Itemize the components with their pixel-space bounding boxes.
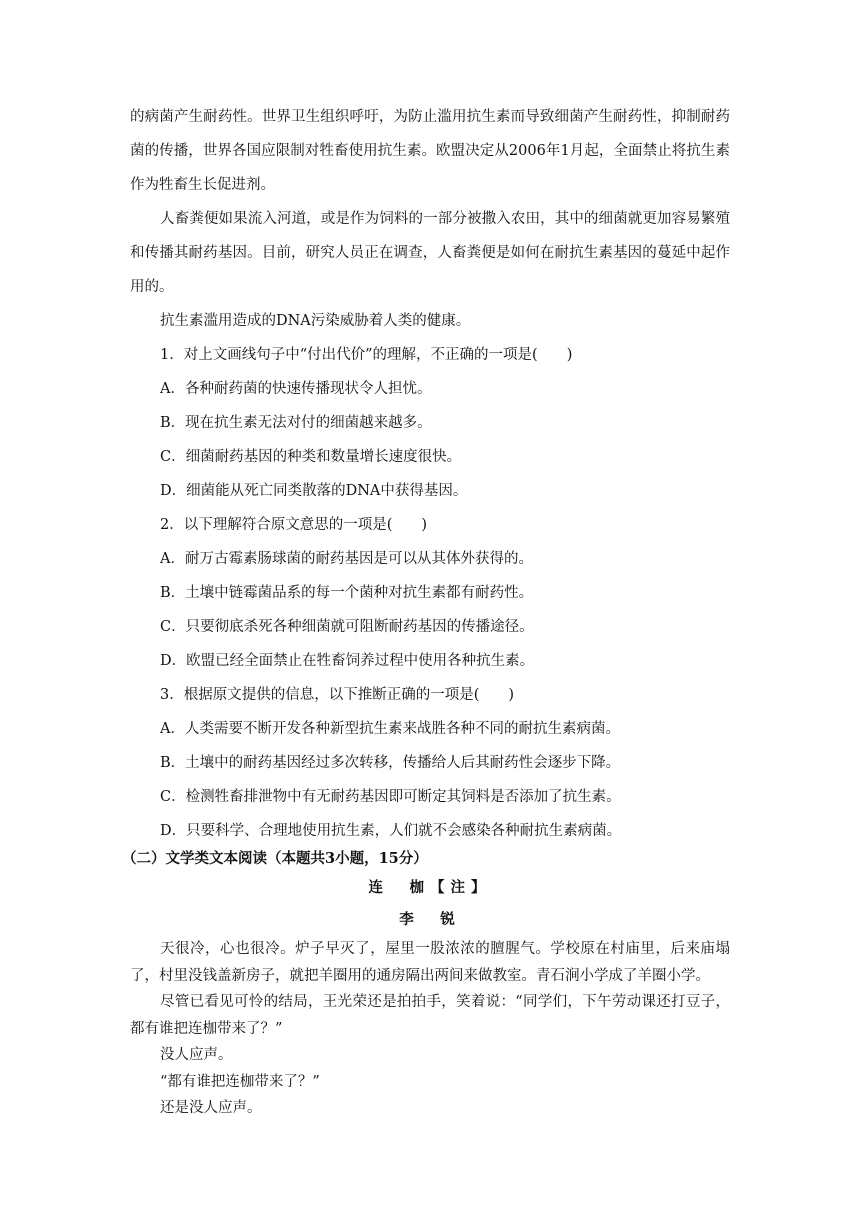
story-title: 连 枷【注】 <box>368 879 492 896</box>
story-paragraph-5: 还是没人应声。 <box>160 1100 262 1116</box>
question-1-option-b[interactable]: B．现在抗生素无法对付的细菌越来越多。 <box>160 415 432 431</box>
question-2-option-a[interactable]: A．耐万古霉素肠球菌的耐药基因是可以从其体外获得的。 <box>160 551 533 567</box>
question-3-option-c[interactable]: C．检测牲畜排泄物中有无耐药基因即可断定其饲料是否添加了抗生素。 <box>160 789 621 805</box>
question-3-option-d[interactable]: D．只要科学、合理地使用抗生素，人们就不会感染各种耐抗生素病菌。 <box>160 823 622 839</box>
passage-paragraph-2: 人畜粪便如果流入河道，或是作为饲料的一部分被撒入农田，其中的细菌就更加容易繁殖和传播其耐药基因。目前，研究人员正在调查，人畜粪便是如何在耐抗生素基因的蔓延中起作用的。 <box>130 211 730 295</box>
passage-continuation <box>130 100 730 338</box>
question-2-stem: 2．以下理解符合原文意思的一项是( ) <box>160 517 428 533</box>
question-2-option-d[interactable]: D．欧盟已经全面禁止在牲畜饲养过程中使用各种抗生素。 <box>160 653 535 669</box>
story-paragraph-2: 尽管已看见可怜的结局，王光荣还是拍拍手，笑着说：“同学们，下午劳动课还打豆子，都有谁把连枷带来了？” <box>130 994 730 1037</box>
passage-paragraph-3: 抗生素滥用造成的DNA污染威胁着人类的健康。 <box>160 313 471 329</box>
question-1-option-a[interactable]: A．各种耐药菌的快速传播现状令人担忧。 <box>160 381 432 397</box>
story-paragraph-1: 天很冷，心也很冷。炉子早灭了，屋里一股浓浓的膻腥气。学校原在村庙里，后来庙塌了，村里没钱盖新房子，就把羊圈用的通房隔出两间来做教室。青石涧小学成了羊圈小学。 <box>130 941 730 984</box>
passage-paragraph-1: 的病菌产生耐药性。世界卫生组织呼吁，为防止滥用抗生素而导致细菌产生耐药性，抑制耐药菌的传播，世界各国应限制对牲畜使用抗生素。欧盟决定从2006年1月起，全面禁止将抗生素作为牲畜生长促进剂。 <box>130 109 730 193</box>
section-heading: （二）文学类文本阅读（本题共3小题，15分） <box>122 850 428 867</box>
question-1-option-d[interactable]: D．细菌能从死亡同类散落的DNA中获得基因。 <box>160 483 468 499</box>
question-1-stem: 1．对上文画线句子中“付出代价”的理解，不正确的一项是( ) <box>160 347 573 363</box>
question-1-option-c[interactable]: C．细菌耐药基因的种类和数量增长速度很快。 <box>160 449 462 465</box>
question-3-option-b[interactable]: B．土壤中的耐药基因经过多次转移，传播给人后其耐药性会逐步下降。 <box>160 755 621 771</box>
question-3-option-a[interactable]: A．人类需要不断开发各种新型抗生素来战胜各种不同的耐抗生素病菌。 <box>160 721 620 737</box>
story-paragraph-4: “都有谁把连枷带来了？” <box>160 1073 320 1090</box>
story-author: 李 锐 <box>399 911 461 928</box>
question-2-option-b[interactable]: B．土壤中链霉菌品系的每一个菌种对抗生素都有耐药性。 <box>160 585 534 601</box>
question-2-option-c[interactable]: C．只要彻底杀死各种细菌就可阻断耐药基因的传播途径。 <box>160 619 534 635</box>
story-paragraph-3: 没人应声。 <box>160 1047 233 1063</box>
question-3-stem: 3．根据原文提供的信息，以下推断正确的一项是( ) <box>160 687 515 703</box>
question-list <box>130 338 730 848</box>
story-body <box>130 936 730 1122</box>
